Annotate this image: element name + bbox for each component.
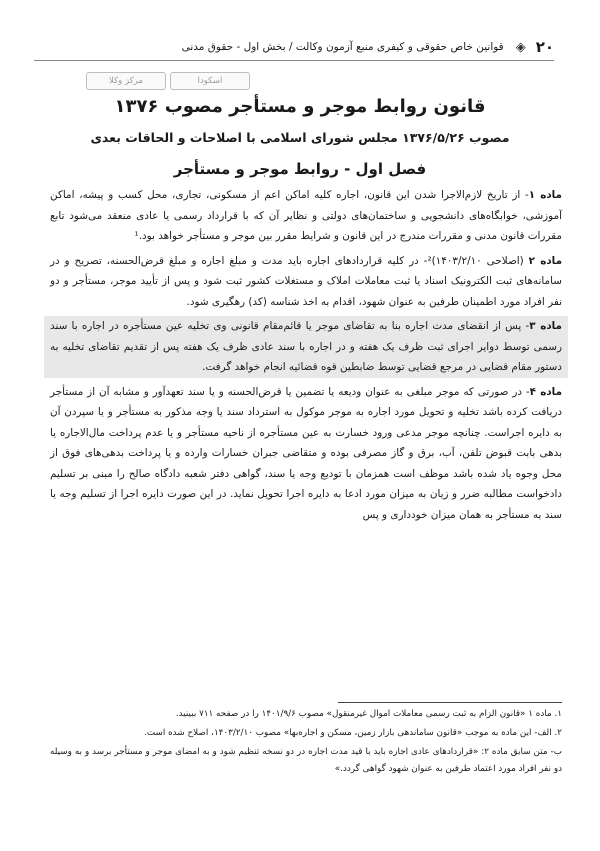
article-2 — [50, 251, 562, 313]
stamp-group — [86, 72, 250, 90]
running-header-title: قوانین خاص حقوقی و کیفری منبع آزمون وکالت / بخش اول - حقوق مدنی — [181, 41, 504, 53]
article-label: ماده ۳ — [529, 320, 562, 332]
article-label: ماده ۱ — [528, 189, 562, 201]
footnotes — [50, 706, 562, 780]
article-label: ماده ۲ — [528, 254, 563, 267]
article-body — [50, 185, 562, 529]
page-number: ۲۰ — [535, 38, 554, 56]
footnote-2a: ۲. الف- این ماده به موجب «قانون ساماندهی بازار زمین، مسکن و اجاره‌بها» مصوب ۱۴۰۳/۲/۱۰، اصلاح شده است. — [144, 728, 562, 738]
footnote-2b: ب- متن سابق ماده ۲: «قراردادهای عادی اجاره باید با قید مدت اجاره در دو نسخه تنظیم شود و به امضای موجر و مستأجر برسد و به وسیله دو نفر افراد مورد اعتماد طرفین به عنوان شهود گواهی گردد.» — [50, 747, 562, 774]
article-1 — [50, 185, 562, 247]
article-3 — [44, 316, 568, 378]
header-divider — [34, 60, 554, 61]
footnote-1: ۱. ماده ۱ «قانون الزام به ثبت رسمی معاملات اموال غیرمنقول» مصوب ۱۴۰۱/۹/۶ را در صفحه ۷۱۱ ببینید. — [175, 709, 562, 719]
stamp-markaz-vokala: مرکز وکلا — [86, 72, 166, 90]
article-text: - در صورتی که موجر مبلغی به عنوان ودیعه یا تضمین یا قرض‌الحسنه و یا سند تعهدآور و مشابه آن از مستأجر دریافت کرده باشد تخلیه و تحویل مورد اجاره به موجر موکول به استرداد سند یا وجه مذکور به مستأجر و یا سپردن آن به دایره اجراست. چنانچه موجر مدعی ورود خسارت به عین مستأجره از ناحیه مستأجر و یا عدم پرداخت مال‌الاجاره یا بدهی بابت قبوض تلفن، آب، برق و گاز مصرفی بوده و متقاضی جبران خسارات وارده و یا پرداخت بدهی‌های فوق از محل وجوه یاد شده باشد موظف است همزمان با تودیع وجه یا سند، گواهی دفتر شعبه دادگاه صالح را مبنی بر تسلیم دادخواست مطالبه ضرر و زیان به میزان مورد ادعا به دایره اجرا تحویل نماید. در این صورت دایره اجرا از تسلیم وجه یا سند به مستأجر به همان میزان خودداری و پس — [50, 385, 562, 521]
running-header — [34, 36, 554, 58]
article-text: - از تاریخ لازم‌الاجرا شدن این قانون، اجاره کلیه اماکن اعم از مسکونی، تجاری، محل کسب و پیشه، اماکن آموزشی، خوابگاه‌های دانشجویی و ساختمان‌های دولتی و نظایر آن که با قرارداد رسمی یا عادی منعقد می‌شود تابع مقررات قانون مدنی و مقررات مندرج در این قانون و شرایط مقرر بین موجر و مستأجر خواهد بود.¹ — [50, 189, 562, 242]
article-text: (اصلاحی ۱۴۰۳/۲/۱۰)²- در کلیه قراردادهای اجاره باید مدت و مبلغ اجاره و مبلغ قرض‌الحسنه، تصریح و در سامانه‌های ثبت الکترونیک اسناد یا ثبت معاملات املاک و مستغلات کشور ثبت شود و پس از تأیید موجر، مستأجر و دو نفر افراد مورد اطمینان طرفین به عنوان شهود، اقدام به اخذ شناسه (کد) رهگیری شود. — [50, 254, 562, 308]
footnote-divider — [338, 702, 562, 703]
article-text: - پس از انقضای مدت اجاره بنا به تقاضای موجر یا قائم‌مقام قانونی وی تخلیه عین مستأجره در اجاره با سند رسمی توسط دوایر اجرای ثبت ظرف یک هفته و در اجاره با سند عادی ظرف یک هفته پس از تقدیم تقاضای تخلیه به دستور مقام قضایی در مرجع قضایی توسط ضابطین قوه قضائیه انجام خواهد گرفت. — [50, 320, 562, 373]
article-label: ماده ۴ — [529, 385, 562, 398]
law-title: قانون روابط موجر و مستأجر مصوب ۱۳۷۶ — [114, 96, 486, 117]
chapter-title: فصل اول - روابط موجر و مستأجر — [173, 160, 427, 178]
diamond-icon: ◈ — [515, 39, 526, 55]
stamp-eskoda: اسکودا — [170, 72, 250, 90]
law-subtitle: مصوب ۱۳۷۶/۵/۲۶ مجلس شورای اسلامی با اصلاحات و الحاقات بعدی — [90, 130, 510, 145]
article-4 — [50, 382, 562, 526]
